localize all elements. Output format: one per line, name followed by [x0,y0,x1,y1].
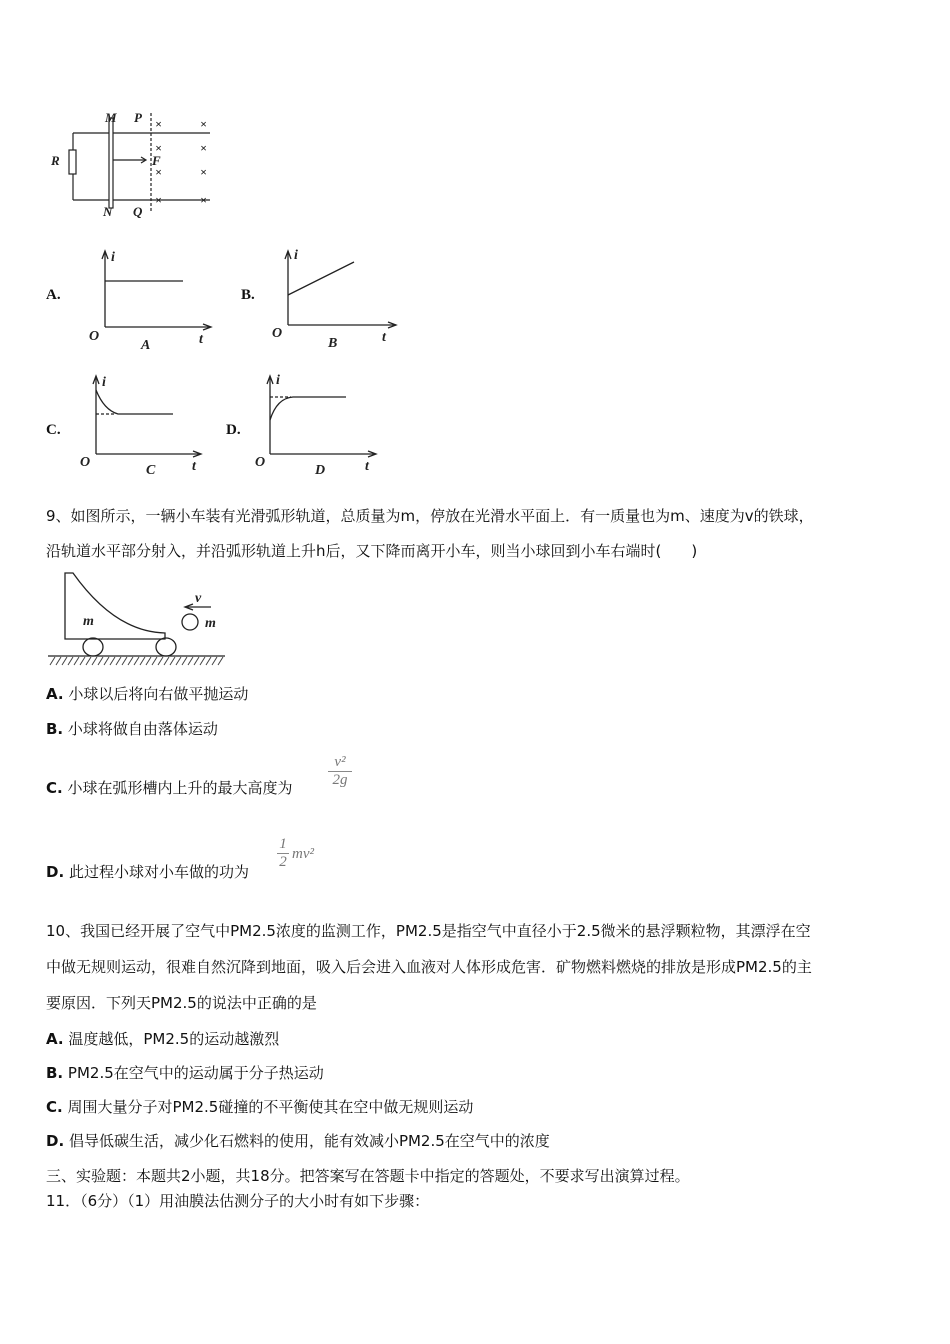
svg-text:i: i [102,375,106,390]
option-label-a: A. [46,287,61,303]
svg-text:v: v [195,591,202,606]
q9-option-a[interactable]: A. 小球以后将向右做平抛运动 [46,685,249,703]
fraction-v2-over-2g: $\frac{\text{v²}}{2g}$ [328,754,352,789]
circuit-diagram [45,108,225,218]
cart-diagram [45,570,230,670]
svg-text:×: × [200,141,207,155]
q9-stem-line2: 沿轨道水平部分射入，并沿弧形轨道上升h后，又下降而离开小车，则当小球回到小车右端时( ) [46,542,698,560]
q9-option-d[interactable]: D. 此过程小球对小车做的功为 [46,863,249,881]
q10-option-a[interactable]: A. 温度越低，PM2.5的运动越激烈 [46,1030,280,1048]
label-M: M [105,110,117,125]
graph-a [85,245,215,355]
label-P: P [134,110,142,125]
option-label-d: D. [226,422,241,438]
option-label-c: C. [46,422,61,438]
q9-option-c[interactable]: C. 小球在弧形槽内上升的最大高度为 [46,779,293,797]
svg-text:C: C [146,463,156,478]
svg-text:t: t [382,330,386,345]
svg-text:O: O [80,455,91,470]
svg-text:×: × [200,193,207,207]
graph-d [253,370,383,480]
svg-text:×: × [155,117,162,131]
svg-text:O: O [272,326,283,341]
q9-stem-line1: 9、如图所示，一辆小车装有光滑弧形轨道，总质量为m，停放在光滑水平面上．有一质量也为m、速度为v的铁球， [46,507,814,525]
q10-stem-line1: 10、我国已经开展了空气中PM2.5浓度的监测工作，PM2.5是指空气中直径小于2.5微米的悬浮颗粒物，其漂浮在空 [46,922,811,940]
q9-option-b[interactable]: B. 小球将做自由落体运动 [46,720,218,738]
svg-text:D: D [315,463,326,478]
svg-text:×: × [155,165,162,179]
svg-text:m: m [83,614,94,629]
label-R: R [51,153,60,168]
option-label-b: B. [241,287,255,303]
graph-c [78,370,208,480]
svg-text:t: t [192,459,196,474]
svg-text:i: i [111,250,115,265]
mv-squared: mv² [292,846,314,862]
svg-text:i: i [276,373,280,388]
fraction-one-half: $\frac{1}{2}$ [277,836,289,871]
q10-option-c[interactable]: C. 周围大量分子对PM2.5碰撞的不平衡使其在空中做无规则运动 [46,1098,474,1116]
q10-option-d[interactable]: D. 倡导低碳生活，减少化石燃料的使用，能有效减小PM2.5在空气中的浓度 [46,1132,550,1150]
svg-text:×: × [200,117,207,131]
svg-text:m: m [205,616,216,631]
q10-stem-line2: 中做无规则运动，很难自然沉降到地面，吸入后会进入血液对人体形成危害．矿物燃料燃烧的排放是形成PM2.5的主 [46,958,812,976]
svg-text:t: t [365,459,369,474]
svg-text:i: i [294,248,298,263]
svg-text:t: t [199,332,203,347]
q11-stem: 11．（6分）（1）用油膜法估测分子的大小时有如下步骤： [46,1192,430,1210]
svg-text:B: B [328,336,338,351]
svg-text:×: × [155,193,162,207]
graph-b [268,245,403,355]
svg-text:A: A [141,338,151,353]
section-heading: 三、实验题：本题共2小题，共18分。把答案写在答题卡中指定的答题处，不要求写出演算过程。 [46,1167,690,1185]
label-F: F [152,153,161,168]
svg-text:O: O [255,455,266,470]
label-Q: Q [133,204,143,218]
svg-text:×: × [200,165,207,179]
q10-option-b[interactable]: B. PM2.5在空气中的运动属于分子热运动 [46,1064,324,1082]
q10-stem-line3: 要原因．下列天PM2.5的说法中正确的是 [46,994,317,1012]
svg-text:×: × [155,141,162,155]
svg-text:O: O [89,329,100,344]
label-N: N [103,204,113,218]
